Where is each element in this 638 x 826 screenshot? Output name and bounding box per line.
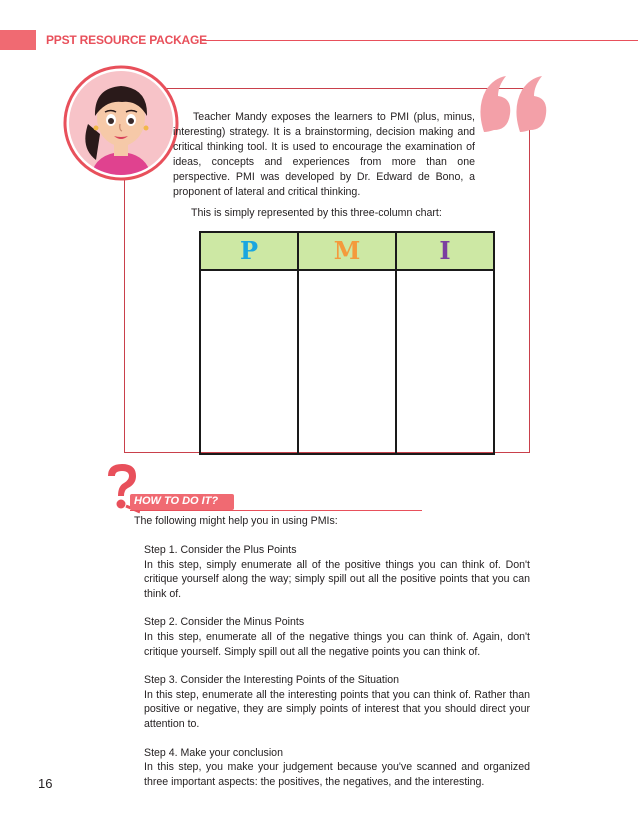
step-title: Step 3. Consider the Interesting Points of the Situation (144, 674, 399, 687)
header-title: PPST RESOURCE PACKAGE (46, 33, 207, 47)
how-to-rule (130, 510, 422, 511)
step-item (144, 673, 530, 731)
step-title: Step 2. Consider the Minus Points (144, 616, 305, 629)
intro-frame-top (136, 88, 529, 89)
quotation-mark-icon (476, 68, 556, 138)
pmi-letter-p: P (239, 236, 259, 265)
step-item (144, 615, 530, 659)
how-to-lead: The following might help you in using PMIs: (134, 515, 338, 527)
intro-text-1: Teacher Mandy exposes the learners to PMI (plus, minus, interesting) strategy. It is a brainstorming, decision making and critical thinking tool. It is used to encourage the examination of ideas, concepts and experiences from more than one perspective. PMI was developed by Dr. Edward de Bono, a proponent of lateral and critical thinking. (173, 111, 475, 198)
header-accent-tab (0, 30, 36, 50)
page-number: 16 (38, 776, 53, 791)
pmi-letter-i: I (439, 236, 451, 265)
step-title: Step 1. Consider the Plus Points (144, 544, 297, 556)
step-body: In this step, you make your judgement because you've scanned and organized three important aspects: the positives, the negatives, and the interesting. (144, 761, 530, 788)
step-item (144, 543, 530, 601)
how-to-badge-label: HOW TO DO IT? (134, 495, 219, 507)
step-body: In this step, enumerate all the interesting points that you can think of. Rather than positive or negative, they are simply points of interest that you should direct your attention to. (144, 688, 530, 730)
pmi-column-p (201, 233, 299, 453)
steps-list (144, 543, 530, 803)
step-body: In this step, enumerate all of the negative things you can think of. Again, don't critique yourself. Simply spill out all the negative points you can think of. (144, 630, 530, 658)
intro-paragraph (173, 110, 475, 200)
step-title: Step 4. Make your conclusion (144, 746, 283, 759)
pmi-column-m (299, 233, 397, 453)
pmi-letter-m: M (333, 236, 361, 265)
pmi-chart (199, 231, 495, 455)
teacher-avatar-icon (62, 64, 180, 182)
header-rule (202, 40, 638, 41)
step-item (144, 746, 530, 790)
step-body: In this step, simply enumerate all of the positive things you can think of. Don't critique yourself along the way; simply spill out all the positive points that you can think of. (144, 558, 530, 600)
intro-text-2: This is simply represented by this three-column chart: (191, 207, 442, 219)
